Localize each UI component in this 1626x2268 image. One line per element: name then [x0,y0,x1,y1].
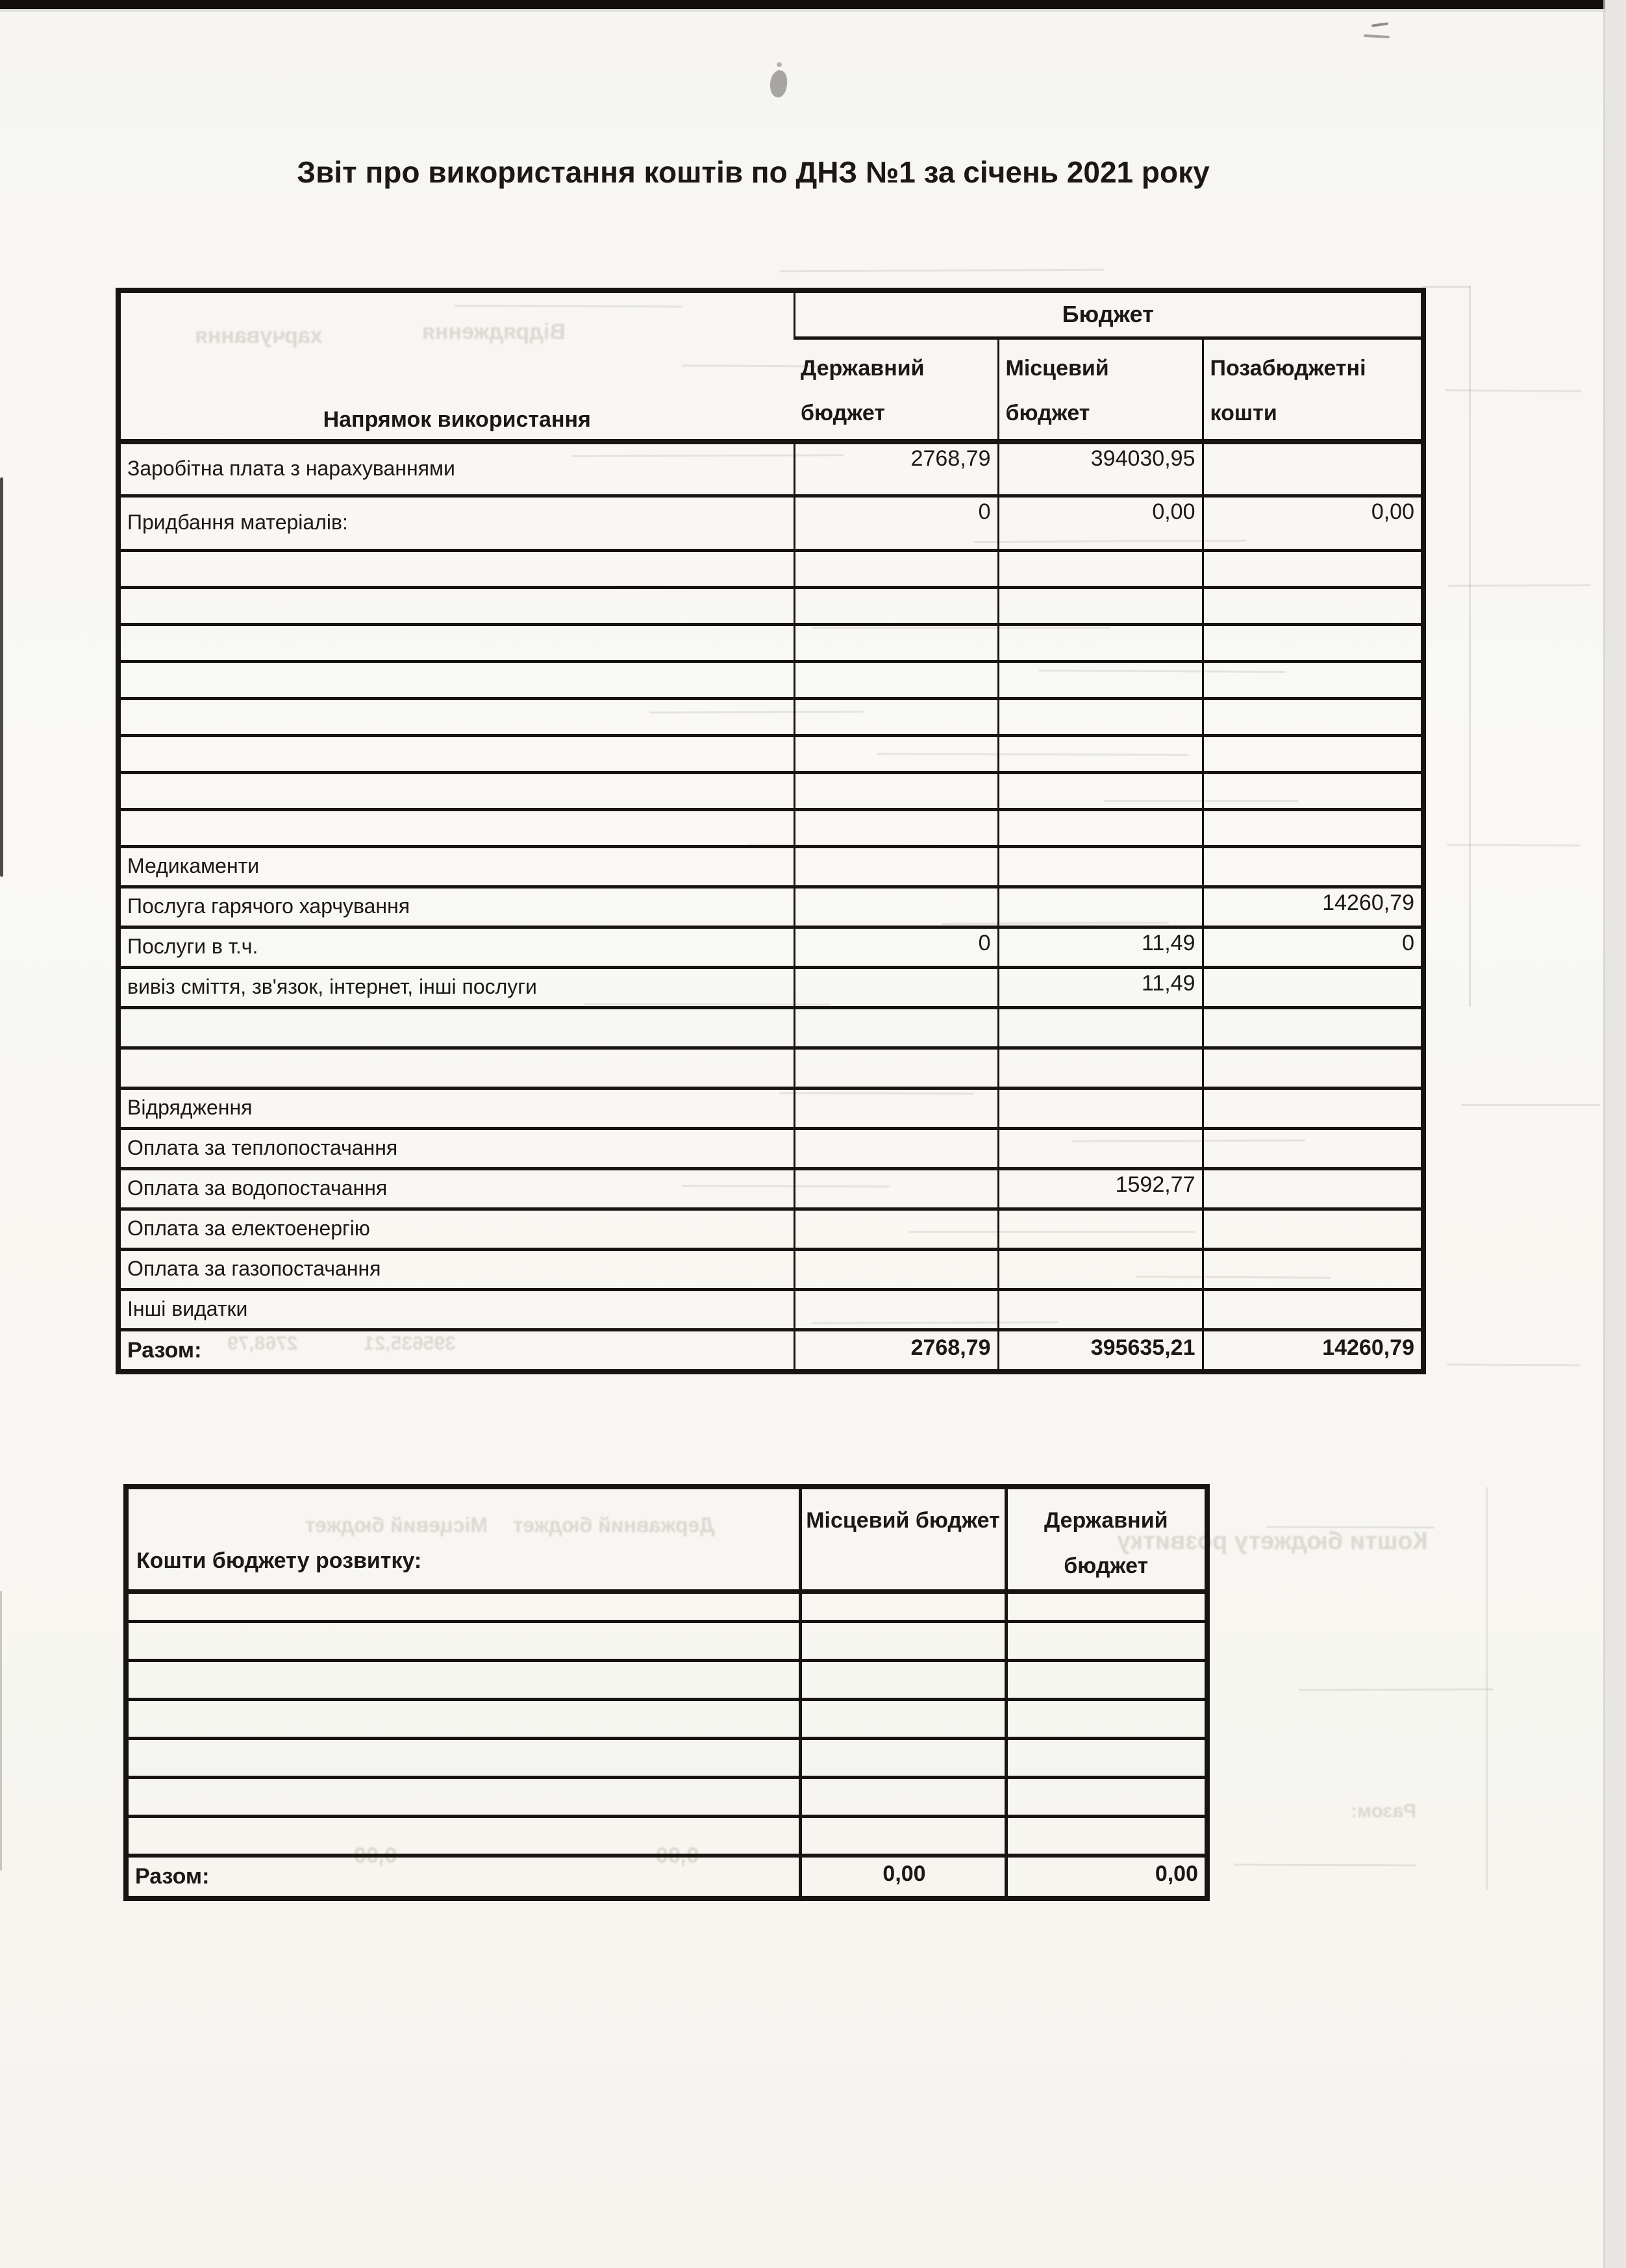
cell-value [1203,551,1423,588]
cell-value [794,699,998,736]
cell-value [794,588,998,625]
cell-value [1203,847,1423,887]
cell-value [998,1209,1203,1250]
table-row [126,1661,1207,1700]
row-label: Оплата за водопостачання [118,1169,794,1209]
total-label: Разом: [126,1856,800,1898]
row-label [126,1622,800,1661]
cell-value [794,736,998,773]
row-label: Відрядження [118,1089,794,1129]
cell-value [794,1129,998,1169]
cell-value [794,1169,998,1209]
table-row [126,1592,1207,1622]
column-header-development-funds: Кошти бюджету розвитку: [136,1548,422,1574]
table-row [118,588,1423,625]
total-value: 395635,21 [998,1330,1203,1372]
cell-value [1203,773,1423,810]
table-row [118,442,1423,496]
cell-value [794,1008,998,1048]
table-row [118,625,1423,662]
cell-value [800,1661,1006,1700]
cell-value: 394030,95 [998,442,1203,496]
cell-value [800,1622,1006,1661]
cell-value [998,773,1203,810]
row-label: Оплата за електоенергію [118,1209,794,1250]
cell-value [794,847,998,887]
cell-value [998,1290,1203,1330]
expenses-table [116,288,1426,1374]
total-label: Разом: [118,1330,794,1372]
column-header-local-budget: Місцевий бюджет [800,1487,1006,1592]
row-label [126,1739,800,1778]
row-label [118,699,794,736]
row-label: Послуги в т.ч. [118,927,794,968]
bleedthrough-text: Відрядження [422,320,566,344]
cell-value [794,1209,998,1250]
column-header-direction: Напрямок використання [323,407,591,432]
cell-value [794,1048,998,1089]
bleedthrough-text: Кошти бюджету розвитку [1117,1528,1428,1555]
cell-value [1203,588,1423,625]
development-table-total-row [126,1856,1207,1898]
page-title: Звіт про використання коштів по ДНЗ №1 за січень 2021 року [297,155,1210,189]
table-row [118,1048,1423,1089]
cell-value: 11,49 [998,968,1203,1008]
row-label [126,1700,800,1739]
row-label [118,1008,794,1048]
cell-value [800,1700,1006,1739]
cell-value [998,625,1203,662]
cell-value [1006,1622,1207,1661]
table-row [118,927,1423,968]
table-row [118,662,1423,699]
cell-value [794,625,998,662]
expenses-table-total-row [118,1330,1423,1372]
total-value: 2768,79 [794,1330,998,1372]
row-label: Послуга гарячого харчування [118,887,794,927]
row-label: Оплата за теплопостачання [118,1129,794,1169]
row-label [118,625,794,662]
table-row [118,1250,1423,1290]
cell-value [998,699,1203,736]
table-row [126,1739,1207,1778]
cell-value [998,810,1203,847]
table-row [126,1817,1207,1856]
cell-value: 1592,77 [998,1169,1203,1209]
cell-value: 0 [794,927,998,968]
bleedthrough-text: харчування [195,323,323,348]
row-label [118,588,794,625]
cell-value [794,1250,998,1290]
column-header-state-budget: Державний бюджет [1006,1487,1207,1592]
table-row [126,1622,1207,1661]
cell-value [1203,442,1423,496]
table-row [118,1169,1423,1209]
cell-value [800,1739,1006,1778]
cell-value [1203,1048,1423,1089]
cell-value: 0 [1203,927,1423,968]
bleedthrough-text: Разом: [1351,1800,1416,1822]
column-header-extra-budget: Позабюджетні кошти [1203,338,1423,442]
cell-value [794,968,998,1008]
cell-value [998,662,1203,699]
row-label [118,736,794,773]
cell-value: 11,49 [998,927,1203,968]
table-row [118,968,1423,1008]
bleedthrough-text: 0,00 [354,1843,397,1868]
row-label: вивіз сміття, зв'язок, інтернет, інші послуги [118,968,794,1008]
cell-value [1006,1592,1207,1622]
cell-value [1203,1129,1423,1169]
table-row [118,551,1423,588]
cell-value [1203,699,1423,736]
bleedthrough-text: Місцевий бюджет [305,1513,488,1537]
cell-value [998,887,1203,927]
cell-value [998,1089,1203,1129]
expenses-table-header [118,290,1423,442]
column-header-state-budget: Державний бюджет [794,338,998,442]
column-header-local-budget: Місцевий бюджет [998,338,1203,442]
cell-value [1203,1169,1423,1209]
table-row [118,887,1423,927]
cell-value [800,1778,1006,1817]
cell-value [794,551,998,588]
table-row [118,1209,1423,1250]
cell-value [998,1008,1203,1048]
cell-value [800,1817,1006,1856]
cell-value: 14260,79 [1203,887,1423,927]
table-row [118,1008,1423,1048]
row-label [126,1817,800,1856]
cell-value [1203,1089,1423,1129]
table-row [118,810,1423,847]
cell-value [794,887,998,927]
row-label: Оплата за газопостачання [118,1250,794,1290]
expenses-table-body [118,442,1423,1330]
table-row [118,1290,1423,1330]
development-budget-table [123,1484,1210,1901]
row-label: Придбання матеріалів: [118,496,794,551]
table-row [118,847,1423,887]
total-value: 0,00 [800,1856,1006,1898]
cell-value [998,551,1203,588]
table-row [118,773,1423,810]
total-value: 14260,79 [1203,1330,1423,1372]
cell-value [1006,1817,1207,1856]
cell-value [794,810,998,847]
cell-value [1203,968,1423,1008]
row-label [118,551,794,588]
cell-value [794,773,998,810]
cell-value [998,736,1203,773]
development-table-header [126,1487,1207,1592]
table-row [126,1700,1207,1739]
table-row [118,1089,1423,1129]
row-label [126,1592,800,1622]
cell-value [1203,736,1423,773]
row-label: Заробітна плата з нарахуваннями [118,442,794,496]
table-row [118,1129,1423,1169]
cell-value [998,847,1203,887]
cell-value [1203,1290,1423,1330]
table-row [118,496,1423,551]
row-label: Медикаменти [118,847,794,887]
row-label [118,773,794,810]
row-label [118,810,794,847]
row-label [126,1661,800,1700]
cell-value [1006,1778,1207,1817]
row-label [118,1048,794,1089]
cell-value: 0,00 [1203,496,1423,551]
column-group-header-budget: Бюджет [794,290,1423,338]
cell-value [794,1089,998,1129]
development-table-body [126,1592,1207,1856]
cell-value [794,1290,998,1330]
table-row [118,699,1423,736]
cell-value [1203,1008,1423,1048]
cell-value [800,1592,1006,1622]
table-row [118,736,1423,773]
bleedthrough-text: 0,00 [656,1843,699,1868]
total-value: 0,00 [1006,1856,1207,1898]
cell-value [1006,1739,1207,1778]
cell-value [998,1129,1203,1169]
cell-value [794,662,998,699]
cell-value: 2768,79 [794,442,998,496]
cell-value [1203,1209,1423,1250]
cell-value [998,1048,1203,1089]
cell-value [1203,625,1423,662]
row-label [126,1778,800,1817]
row-label [118,662,794,699]
cell-value [1203,1250,1423,1290]
table-row [126,1778,1207,1817]
cell-value [1006,1700,1207,1739]
cell-value: 0 [794,496,998,551]
bleedthrough-text: 395635,21 [364,1333,456,1354]
row-label: Інші видатки [118,1290,794,1330]
bleedthrough-text: 2768,79 [227,1333,298,1354]
cell-value [1006,1661,1207,1700]
cell-value [998,1250,1203,1290]
cell-value [998,588,1203,625]
bleedthrough-text: Державний бюджет [513,1513,715,1537]
cell-value [1203,810,1423,847]
cell-value: 0,00 [998,496,1203,551]
cell-value [1203,662,1423,699]
